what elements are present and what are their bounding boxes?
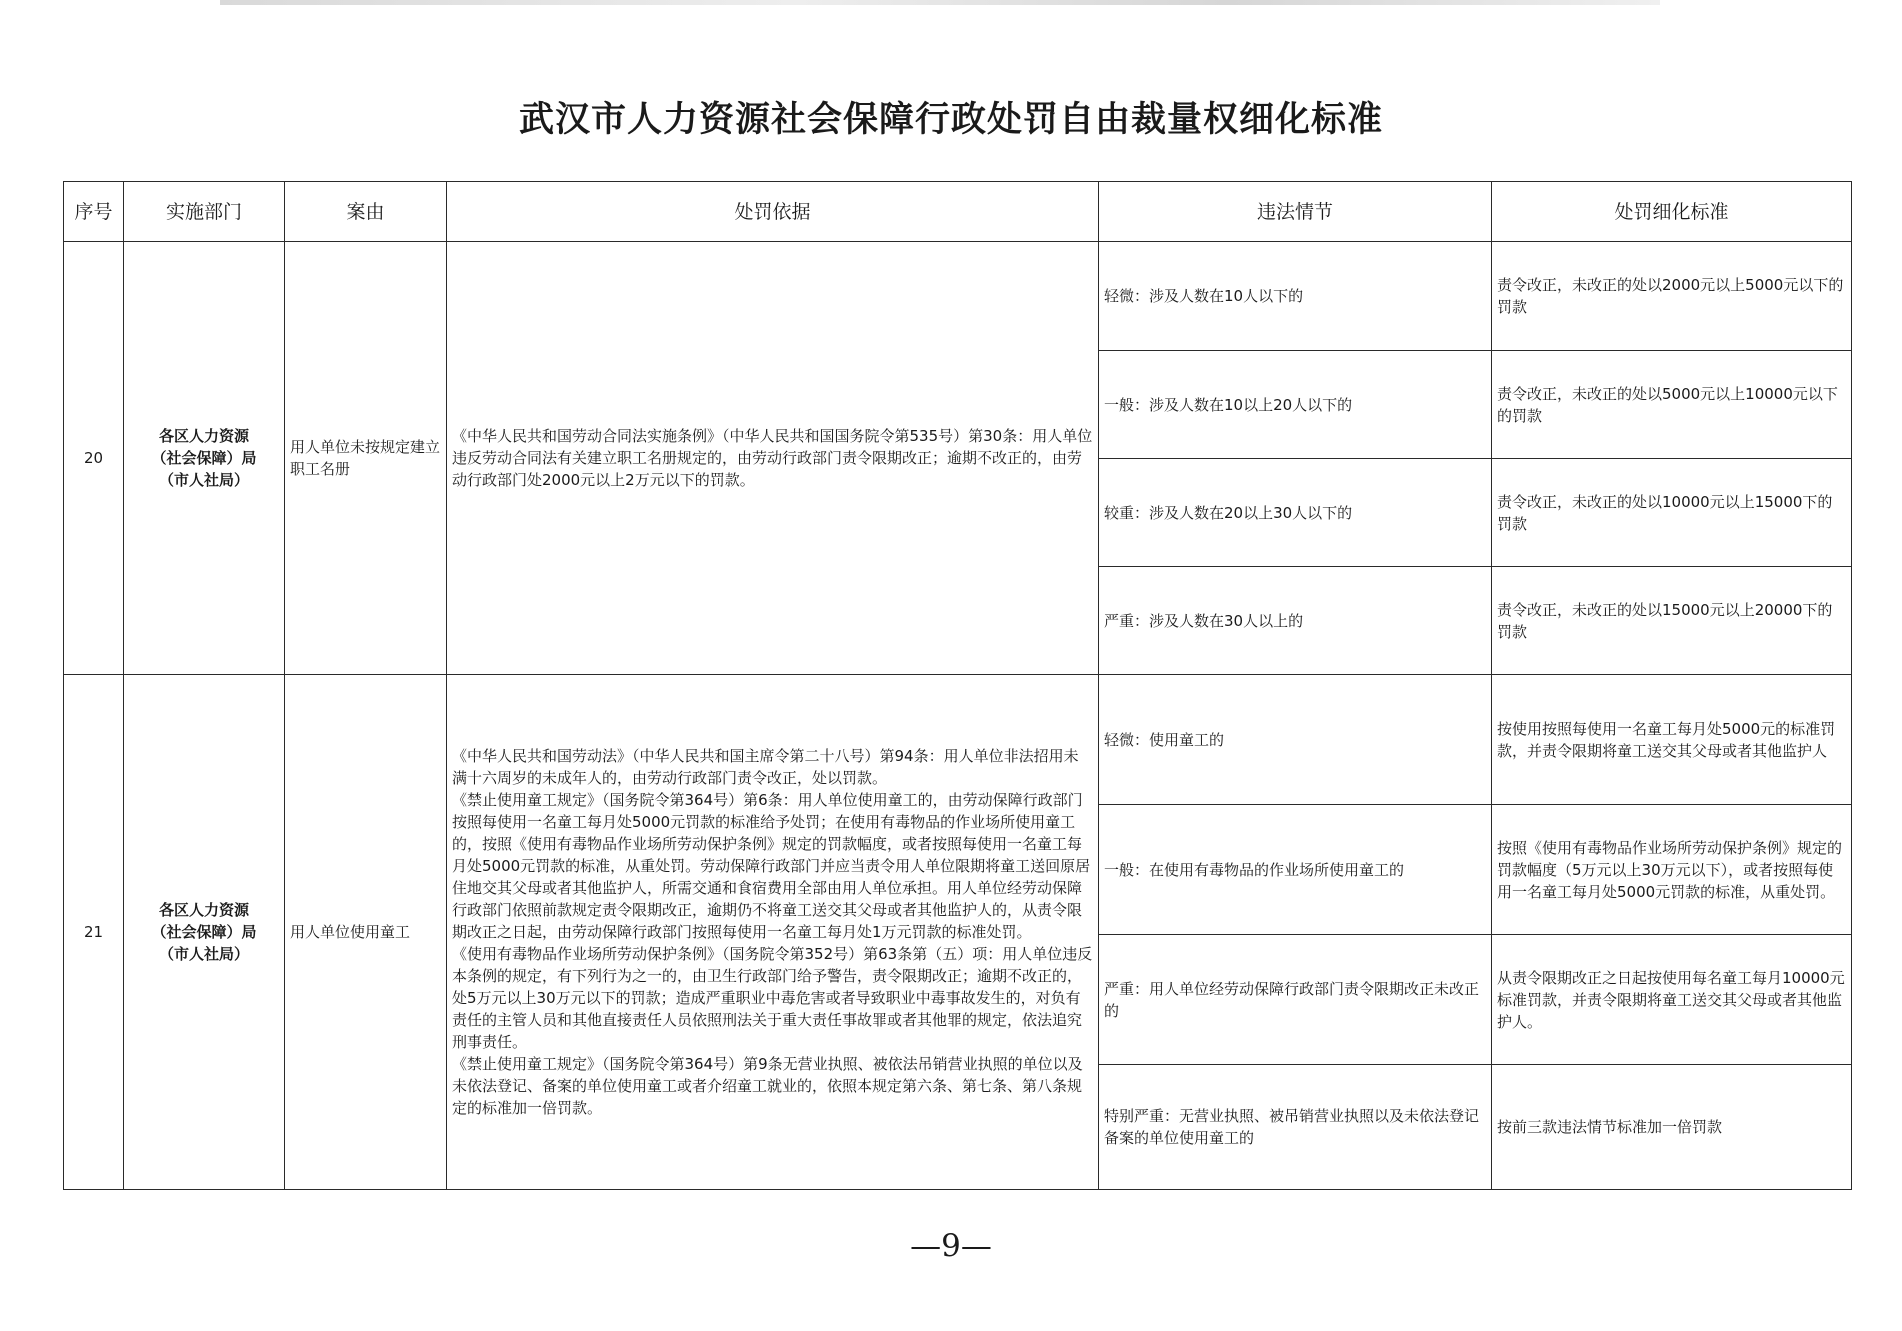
circumstance-cell: 轻微：涉及人数在10人以下的: [1099, 242, 1492, 351]
department-line: 各区人力资源: [158, 427, 249, 445]
circumstance-cell: 较重：涉及人数在20以上30人以下的: [1099, 459, 1492, 567]
standard-cell: 责令改正，未改正的处以10000元以上15000下的罚款: [1492, 459, 1852, 567]
standard-cell: 责令改正，未改正的处以2000元以上5000元以下的罚款: [1492, 242, 1852, 351]
circumstance-cell: 一般：在使用有毒物品的作业场所使用童工的: [1099, 805, 1492, 935]
circumstance-cell: 轻微：使用童工的: [1099, 675, 1492, 805]
basis-paragraph: 《中华人民共和国劳动法》（中华人民共和国主席令第二十八号）第94条：用人单位非法招用未满十六周岁的未成年人的，由劳动行政部门责令改正，处以罚款。: [452, 747, 1079, 787]
basis-paragraph: 《中华人民共和国劳动合同法实施条例》（中华人民共和国国务院令第535号）第30条：用人单位违反劳动合同法有关建立职工名册规定的，由劳动行政部门责令限期改正；逾期不改正的，由劳动行政部门处2000元以上2万元以下的罚款。: [452, 427, 1093, 489]
table-row: [64, 675, 1852, 805]
basis-cell: [447, 242, 1099, 675]
department-line: 各区人力资源: [158, 901, 249, 919]
case-cell: 用人单位未按规定建立职工名册: [285, 242, 447, 675]
basis-cell: [447, 675, 1099, 1190]
department-cell: [124, 675, 285, 1190]
document-title: 武汉市人力资源社会保障行政处罚自由裁量权细化标准: [518, 99, 1383, 140]
standard-cell: 责令改正，未改正的处以5000元以上10000元以下的罚款: [1492, 351, 1852, 459]
basis-paragraph: 《使用有毒物品作业场所劳动保护条例》（国务院令第352号）第63条第（五）项：用人单位违反本条例的规定，有下列行为之一的，由卫生行政部门给予警告，责令限期改正；逾期不改正的，处5万元以上30万元以下的罚款；造成严重职业中毒危害或者导致职业中毒事故发生的，对负有责任的主管人员和其他直接责任人员依照刑法关于重大责任事故罪或者其他罪的规定，依法追究刑事责任。: [452, 945, 1093, 1051]
department-line: （社会保障）局: [151, 449, 257, 467]
penalty-standards-table: [63, 181, 1852, 1190]
basis-paragraph: 《禁止使用童工规定》（国务院令第364号）第9条无营业执照、被依法吊销营业执照的单位以及未依法登记、备案的单位使用童工或者介绍童工就业的，依照本规定第六条、第七条、第八条规定的标准加一倍罚款。: [452, 1055, 1083, 1117]
row-number: 20: [64, 242, 124, 675]
case-cell: 用人单位使用童工: [285, 675, 447, 1190]
header-case: 案由: [285, 182, 447, 242]
circumstance-cell: 严重：用人单位经劳动保障行政部门责令限期改正未改正的: [1099, 935, 1492, 1065]
circumstance-cell: 特别严重：无营业执照、被吊销营业执照以及未依法登记备案的单位使用童工的: [1099, 1065, 1492, 1190]
department-line: （社会保障）局: [151, 923, 257, 941]
department-line: （市人社局）: [158, 471, 249, 489]
standard-cell: 从责令限期改正之日起按使用每名童工每月10000元标准罚款，并责令限期将童工送交其父母或者其他监护人。: [1492, 935, 1852, 1065]
header-circumstance: 违法情节: [1099, 182, 1492, 242]
page-number: —9—: [910, 1228, 992, 1264]
department-line: （市人社局）: [158, 945, 249, 963]
header-basis: 处罚依据: [447, 182, 1099, 242]
scan-edge-artifact: [220, 0, 1660, 5]
standard-cell: 按照《使用有毒物品作业场所劳动保护条例》规定的罚款幅度（5万元以上30万元以下），或者按照每使用一名童工每月处5000元罚款的标准，从重处罚。: [1492, 805, 1852, 935]
standard-cell: 按使用按照每使用一名童工每月处5000元的标准罚款，并责令限期将童工送交其父母或者其他监护人: [1492, 675, 1852, 805]
standard-cell: 按前三款违法情节标准加一倍罚款: [1492, 1065, 1852, 1190]
table-row: [64, 242, 1852, 351]
department-cell: [124, 242, 285, 675]
header-no: 序号: [64, 182, 124, 242]
standard-cell: 责令改正，未改正的处以15000元以上20000下的罚款: [1492, 567, 1852, 675]
circumstance-cell: 严重：涉及人数在30人以上的: [1099, 567, 1492, 675]
header-standard: 处罚细化标准: [1492, 182, 1852, 242]
header-department: 实施部门: [124, 182, 285, 242]
basis-paragraph: 《禁止使用童工规定》（国务院令第364号）第6条：用人单位使用童工的，由劳动保障行政部门按照每使用一名童工每月处5000元罚款的标准给予处罚；在使用有毒物品的作业场所使用童工的，按照《使用有毒物品作业场所劳动保护条例》规定的罚款幅度，或者按照每使用一名童工每月处5000元罚款的标准，从重处罚。劳动保障行政部门并应当责令用人单位限期将童工送回原居住地交其父母或者其他监护人，所需交通和食宿费用全部由用人单位承担。用人单位经劳动保障行政部门依照前款规定责令限期改正，逾期仍不将童工送交其父母或者其他监护人的，从责令限期改正之日起，由劳动保障行政部门按照每使用一名童工每月处1万元罚款的标准处罚。: [452, 791, 1091, 941]
row-number: 21: [64, 675, 124, 1190]
table-header-row: [64, 182, 1852, 242]
circumstance-cell: 一般：涉及人数在10以上20人以下的: [1099, 351, 1492, 459]
